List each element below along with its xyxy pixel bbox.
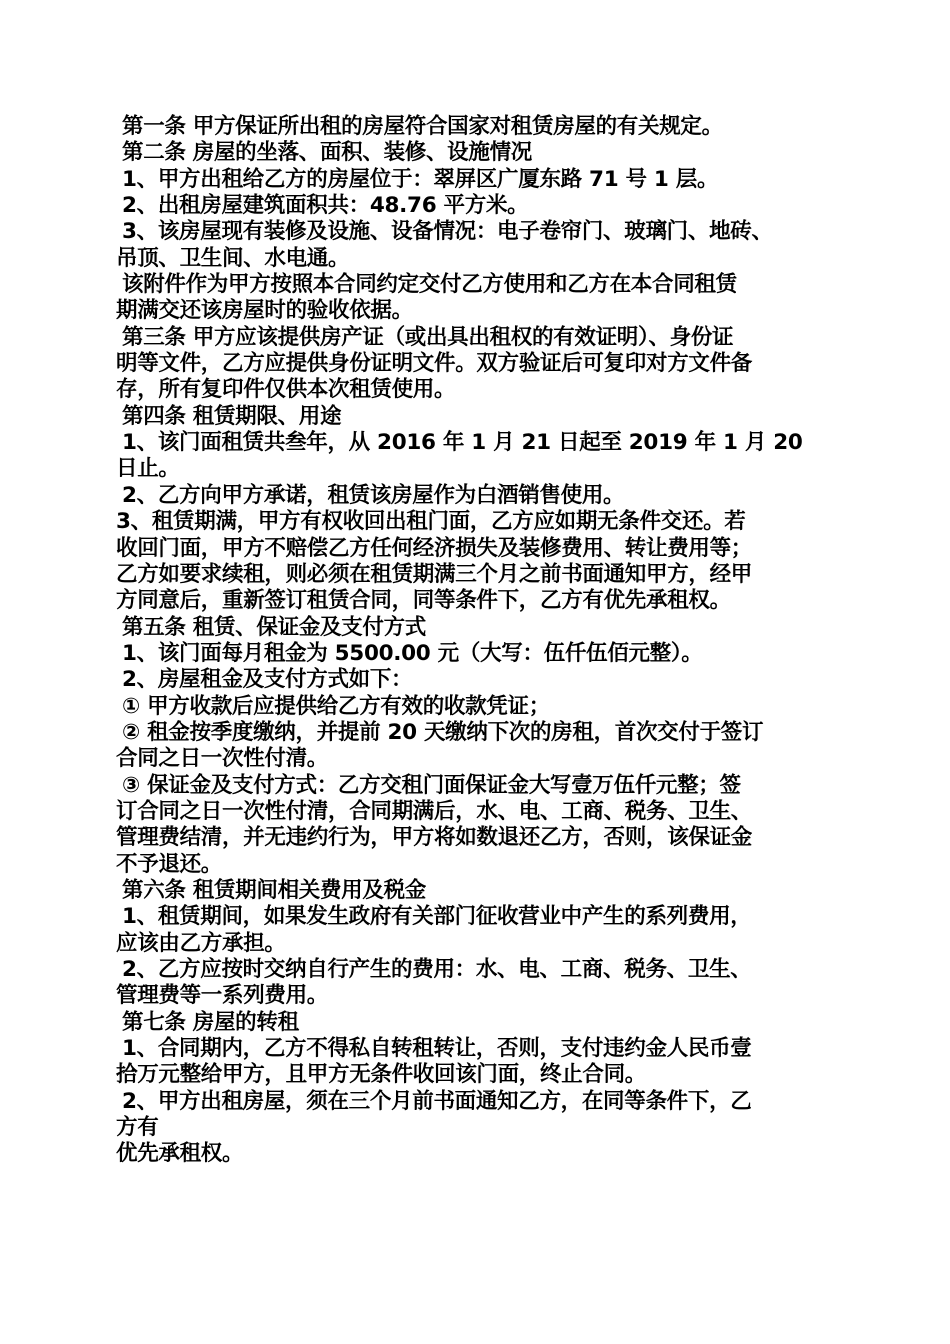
contract-text-line: 2、出租房屋建筑面积共：48.76 平方米。 [122,193,529,219]
contract-text-line: 优先承租权。 [116,1141,244,1167]
contract-text-line: 期满交还该房屋时的验收依据。 [116,298,413,324]
contract-text-line: 第五条 租赁、保证金及支付方式 [122,614,426,640]
contract-text-line: 3、租赁期满，甲方有权收回出租门面，乙方应如期无条件交还。若 [116,509,746,535]
contract-text-line: 管理费等一系列费用。 [116,983,329,1009]
contract-page [116,114,842,1168]
contract-text-line: 1、甲方出租给乙方的房屋位于：翠屏区广厦东路 71 号 1 层。 [122,166,719,192]
contract-text-line: 2、甲方出租房屋，须在三个月前书面通知乙方，在同等条件下，乙 [122,1088,752,1114]
contract-text-line: 2、乙方应按时交纳自行产生的费用：水、电、工商、税务、卫生、 [122,957,752,982]
contract-text-line: 方有 [116,1115,159,1141]
contract-text-line: 方同意后，重新签订租赁合同，同等条件下，乙方有优先承租权。 [116,588,731,614]
contract-text-line: 3、该房屋现有装修及设施、设备情况：电子卷帘门、玻璃门、地砖、 [122,219,773,245]
contract-text-line: 第四条 租赁期限、用途 [122,403,342,429]
contract-text-line: 该附件作为甲方按照本合同约定交付乙方使用和乙方在本合同租赁 [122,272,737,298]
contract-text-line: 合同之日一次性付清。 [116,746,329,772]
contract-text-line: 收回门面，甲方不赔偿乙方任何经济损失及装修费用、转让费用等； [116,535,753,561]
contract-text-line: ③ 保证金及支付方式：乙方交租门面保证金大写壹万伍仟元整；签 [122,772,741,798]
contract-text-line: 2、房屋租金及支付方式如下： [122,667,413,693]
contract-text-line: 2、乙方向甲方承诺，租赁该房屋作为白酒销售使用。 [122,482,625,508]
contract-text-line: 1、租赁期间，如果发生政府有关部门征收营业中产生的系列费用， [122,904,752,930]
contract-text-line: 1、该门面租赁共叁年，从 2016 年 1 月 21 日起至 2019 年 1 月 20 [122,430,803,456]
contract-text-line: 第三条 甲方应该提供房产证（或出具出租权的有效证明）、身份证 [122,324,734,350]
contract-text-line: 存，所有复印件仅供本次租赁使用。 [116,377,456,403]
contract-text-line: 第一条 甲方保证所出租的房屋符合国家对租赁房屋的有关规定。 [122,114,723,139]
contract-text-line: 明等文件，乙方应提供身份证明文件。双方验证后可复印对方文件备 [116,351,753,377]
contract-text-line: 拾万元整给甲方，且甲方无条件收回该门面，终止合同。 [116,1062,647,1088]
contract-text-line: 第二条 房屋的坐落、面积、装修、设施情况 [122,140,532,166]
contract-text-line: 第六条 租赁期间相关费用及税金 [122,877,426,903]
contract-text-line: ① 甲方收款后应提供给乙方有效的收款凭证； [122,693,550,719]
contract-text-line: 不予退还。 [116,851,223,877]
contract-text-line: 第七条 房屋的转租 [122,1009,299,1035]
contract-text-line: 应该由乙方承担。 [116,930,286,956]
contract-text-line: 日止。 [116,456,180,482]
contract-text-line: 吊顶、卫生间、水电通。 [116,245,350,271]
contract-text-line: 1、合同期内，乙方不得私自转租转让，否则，支付违约金人民币壹 [122,1036,752,1062]
contract-text-line: 乙方如要求续租，则必须在租赁期满三个月之前书面通知甲方，经甲 [116,561,753,587]
contract-text-line: 管理费结清，并无违约行为，甲方将如数退还乙方，否则，该保证金 [116,825,753,851]
contract-text-line: 1、该门面每月租金为 5500.00 元（大写：伍仟伍佰元整）。 [122,640,703,666]
contract-text-line: 订合同之日一次性付清，合同期满后，水、电、工商、税务、卫生、 [116,798,753,824]
contract-text-line: ② 租金按季度缴纳，并提前 20 天缴纳下次的房租，首次交付于签订 [122,719,764,745]
